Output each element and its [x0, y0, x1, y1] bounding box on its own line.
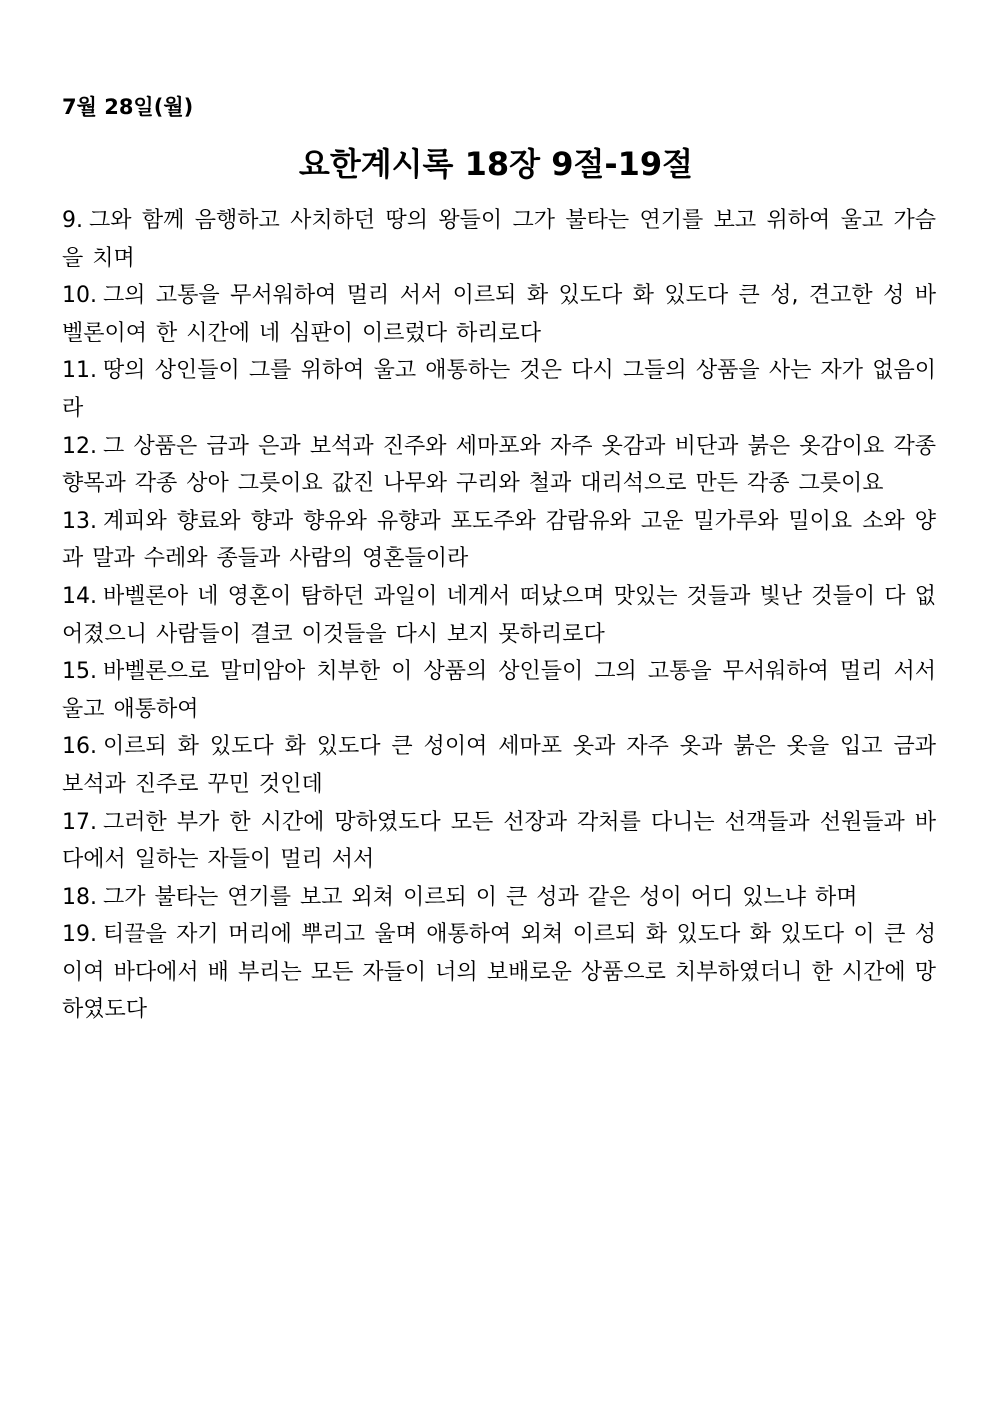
verse-9 [62, 202, 936, 277]
verse-10 [62, 277, 936, 352]
verse-text: 이르되 화 있도다 화 있도다 큰 성이여 세마포 옷과 자주 옷과 붉은 옷을 입고 금과 보석과 진주로 꾸민 것인데 [62, 734, 936, 797]
verse-number: 16. [62, 734, 97, 760]
verse-11 [62, 352, 936, 427]
verse-list [62, 202, 936, 1029]
verse-19 [62, 916, 936, 1029]
verse-number: 10. [62, 283, 97, 309]
verse-17 [62, 804, 936, 879]
verse-18 [62, 879, 936, 917]
verse-text: 그의 고통을 무서워하여 멀리 서서 이르되 화 있도다 화 있도다 큰 성, 견고한 성 바벨론이여 한 시간에 네 심판이 이르렀다 하리로다 [62, 283, 936, 346]
verse-text: 바벨론으로 말미암아 치부한 이 상품의 상인들이 그의 고통을 무서워하여 멀리 서서 울고 애통하여 [62, 659, 936, 722]
verse-number: 13. [62, 508, 97, 534]
verse-text: 그 상품은 금과 은과 보석과 진주와 세마포와 자주 옷감과 비단과 붉은 옷감이요 각종 향목과 각종 상아 그릇이요 값진 나무와 구리와 철과 대리석으로 만든 각종 그릇이요 [62, 433, 936, 497]
verse-number: 18. [62, 884, 97, 910]
verse-text: 땅의 상인들이 그를 위하여 울고 애통하는 것은 다시 그들의 상품을 사는 자가 없음이라 [62, 358, 936, 421]
verse-text: 그러한 부가 한 시간에 망하였도다 모든 선장과 각처를 다니는 선객들과 선원들과 바다에서 일하는 자들이 멀리 서서 [62, 809, 936, 873]
verse-15 [62, 653, 936, 728]
verse-number: 12. [62, 433, 97, 459]
verse-text: 바벨론아 네 영혼이 탐하던 과일이 네게서 떠났으며 맛있는 것들과 빛난 것들이 다 없어졌으니 사람들이 결코 이것들을 다시 보지 못하리로다 [62, 583, 936, 647]
verse-number: 15. [62, 659, 97, 685]
verse-number: 11. [62, 358, 97, 384]
verse-number: 17. [62, 809, 97, 835]
date-heading: 7월 28일(월) [62, 95, 194, 119]
verse-text: 티끌을 자기 머리에 뿌리고 울며 애통하여 외쳐 이르되 화 있도다 화 있도다 이 큰 성이여 바다에서 배 부리는 모든 자들이 너의 보배로운 상품으로 치부하였더니 한 시간에 망하였도다 [62, 922, 936, 1023]
verse-number: 19. [62, 922, 97, 948]
page-title: 요한계시록 18장 9절-19절 [298, 145, 694, 183]
verse-13 [62, 503, 936, 578]
verse-text: 그가 불타는 연기를 보고 외쳐 이르되 이 큰 성과 같은 성이 어디 있느냐 하며 [103, 884, 858, 910]
verse-number: 14. [62, 583, 97, 609]
verse-14 [62, 578, 936, 653]
verse-16 [62, 728, 936, 803]
verse-12 [62, 428, 936, 503]
verse-number: 9. [62, 208, 83, 233]
verse-text: 계피와 향료와 향과 향유와 유향과 포도주와 감람유와 고운 밀가루와 밀이요 소와 양과 말과 수레와 종들과 사람의 영혼들이라 [62, 508, 936, 572]
verse-text: 그와 함께 음행하고 사치하던 땅의 왕들이 그가 불타는 연기를 보고 위하여 울고 가슴을 치며 [62, 208, 936, 271]
